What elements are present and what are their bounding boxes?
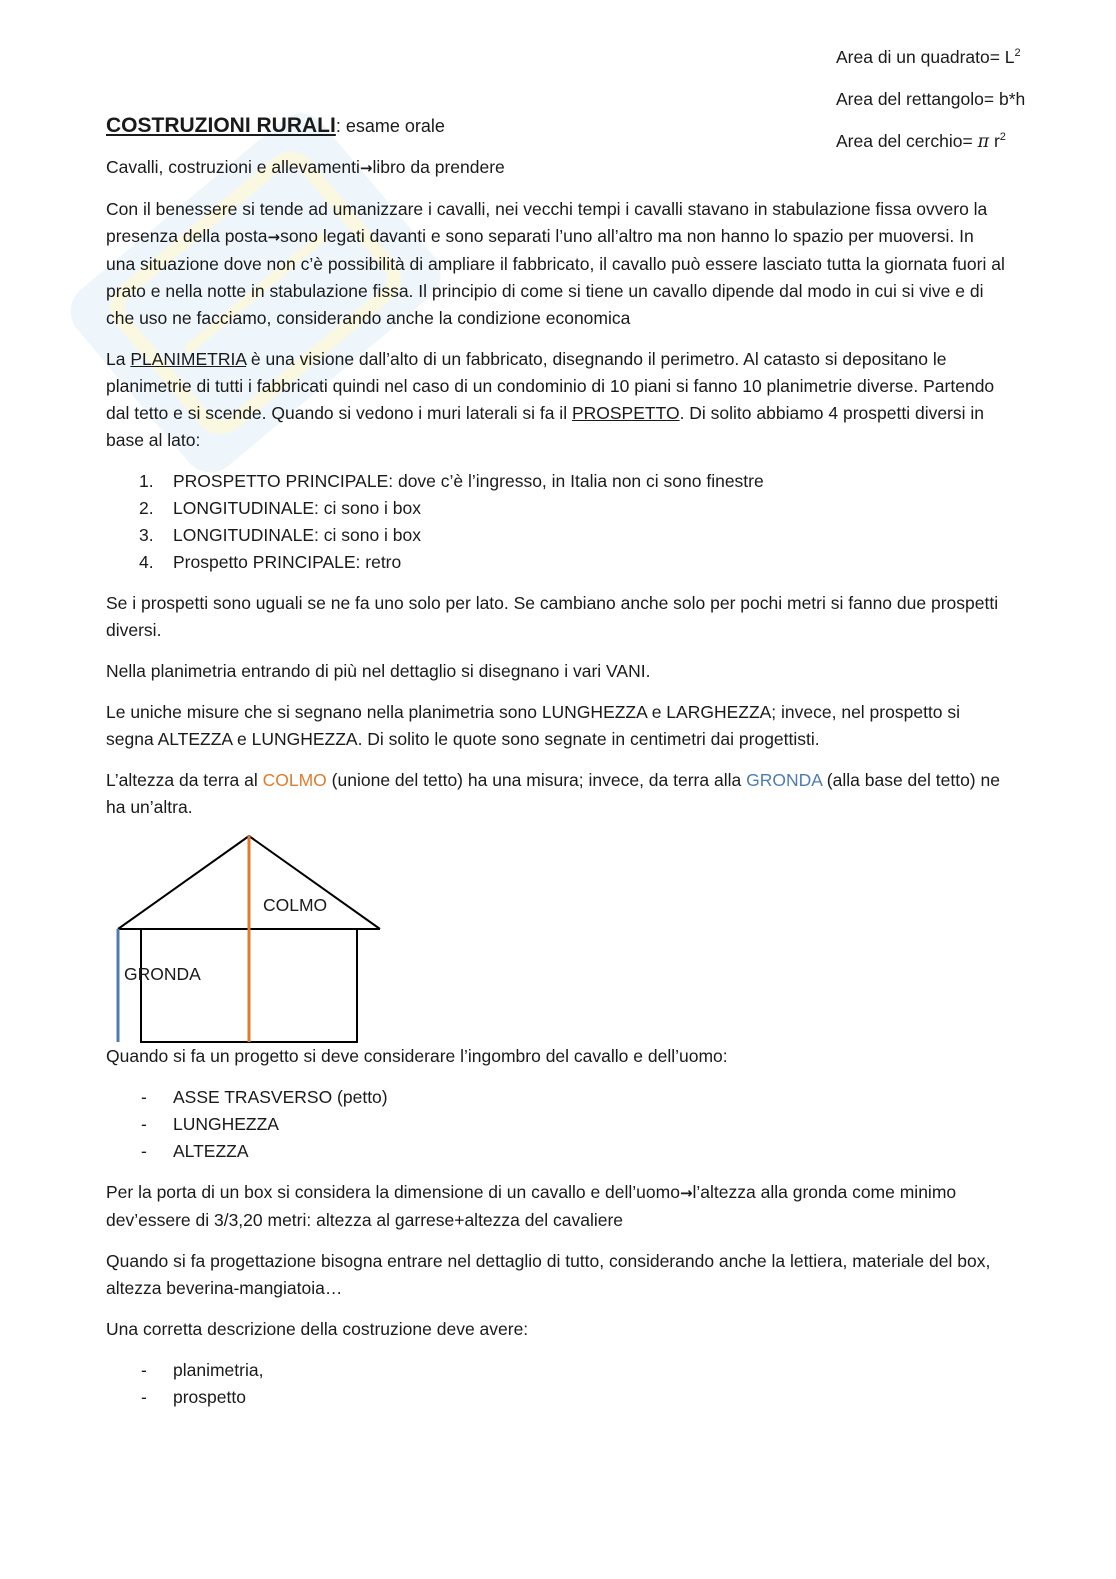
pi-symbol: π xyxy=(977,132,990,152)
paragraph-benessere: Con il benessere si tende ad umanizzare i cavalli, nei vecchi tempi i cavalli stavano in stabulazione fissa ovvero la presenza della posta→sono legati davanti e sono separati l’uno all’altro ma non hanno lo spazio per muoversi. In una situazione dove non c’è possibilità di ampliare il fabbricato, il cavallo può essere lasciato tutta la giornata fuori al prato e nella notte in stabulazione fissa. Il principio di come si tiene un cavallo dipende dal modo in cui si vive e di che uso ne facciamo, considerando anche la condizione economica xyxy=(106,199,1005,328)
paragraph-ingombro: Quando si fa un progetto si deve considerare l’ingombro del cavallo e dell’uomo: xyxy=(106,1046,728,1066)
list-item: 1. PROSPETTO PRINCIPALE: dove c’è l’ingresso, in Italia non ci sono finestre xyxy=(139,471,764,491)
list-item: 2. LONGITUDINALE: ci sono i box xyxy=(139,498,421,518)
document-body xyxy=(106,112,1006,1425)
ingombro-list xyxy=(106,1084,1006,1165)
intro-paragraph: Cavalli, costruzioni e allevamenti→libro da prendere xyxy=(106,157,505,177)
arrow-icon: → xyxy=(267,228,281,246)
house-diagram xyxy=(110,829,400,1043)
paragraph-colmo-gronda: L’altezza da terra al COLMO (unione del tetto) ha una misura; invece, da terra alla GRONDA (alla base del tetto) ne ha un’altra. xyxy=(106,770,1000,817)
term-planimetria: PLANIMETRIA xyxy=(130,349,247,369)
formula-rectangle: Area del rettangolo= b*h xyxy=(836,89,1026,109)
title-main: COSTRUZIONI RURALI xyxy=(106,114,336,137)
formula-circle: Area del cerchio= π $r^2$ xyxy=(836,131,1006,152)
roof-left-line xyxy=(118,836,249,929)
arrow-icon: → xyxy=(679,1184,693,1202)
list-item: - ASSE TRASVERSO (petto) xyxy=(141,1087,388,1107)
paragraph-misure: Le uniche misure che si segnano nella planimetria sono LUNGHEZZA e LARGHEZZA; invece, nel prospetto si segna ALTEZZA e LUNGHEZZA. Di solito le quote sono segnate in centimetri dai progettisti. xyxy=(106,702,961,749)
paragraph-descrizione: Una corretta descrizione della costruzione deve avere: xyxy=(106,1319,529,1339)
colmo-label: COLMO xyxy=(263,895,328,915)
page-title: COSTRUZIONI RURALI: esame orale xyxy=(106,114,445,137)
paragraph-progettazione: Quando si fa progettazione bisogna entrare nel dettaglio di tutto, considerando anche la lettiera, materiale del box, altezza beverina-mangiatoia… xyxy=(106,1251,991,1298)
descrizione-list xyxy=(106,1357,1006,1411)
paragraph-prospetti-uguali: Se i prospetti sono uguali se ne fa uno solo per lato. Se cambiano anche solo per pochi metri si fanno due prospetti diversi. xyxy=(106,593,999,640)
list-item: 3. LONGITUDINALE: ci sono i box xyxy=(139,525,421,545)
arrow-icon: → xyxy=(359,159,373,177)
list-item: - LUNGHEZZA xyxy=(141,1114,279,1134)
term-gronda: GRONDA xyxy=(746,770,822,790)
prospetti-list xyxy=(106,468,1006,576)
list-item: - ALTEZZA xyxy=(141,1141,249,1161)
paragraph-porta-box: Per la porta di un box si considera la dimensione di un cavallo e dell’uomo→l’altezza alla gronda come minimo dev’essere di 3/3,20 metri: altezza al garrese+altezza del cavaliere xyxy=(106,1182,957,1230)
list-item: - prospetto xyxy=(141,1387,246,1407)
paragraph-planimetria: La PLANIMETRIA è una visione dall’alto di un fabbricato, disegnando il perimetro. Al catasto si depositano le planimetrie di tutti i fabbricati quindi nel caso di un condominio di 10 piani si fanno 10 planimetrie diverse. Partendo dal tetto e si scende. Quando si vedono i muri laterali si fa il PROSPETTO. Di solito abbiamo 4 prospetti diversi in base al lato: xyxy=(106,349,995,450)
gronda-label: GRONDA xyxy=(124,964,201,984)
paragraph-vani: Nella planimetria entrando di più nel dettaglio si disegnano i vari VANI. xyxy=(106,661,651,681)
term-prospetto: PROSPETTO xyxy=(571,403,680,423)
title-subtitle: esame orale xyxy=(340,116,445,136)
list-item: 4. Prospetto PRINCIPALE: retro xyxy=(139,552,402,572)
house-drawing xyxy=(110,829,400,1043)
term-colmo: COLMO xyxy=(262,770,327,790)
formula-square: Area di un quadrato= $L^2$ xyxy=(836,47,1021,67)
list-item: - planimetria, xyxy=(141,1360,264,1380)
